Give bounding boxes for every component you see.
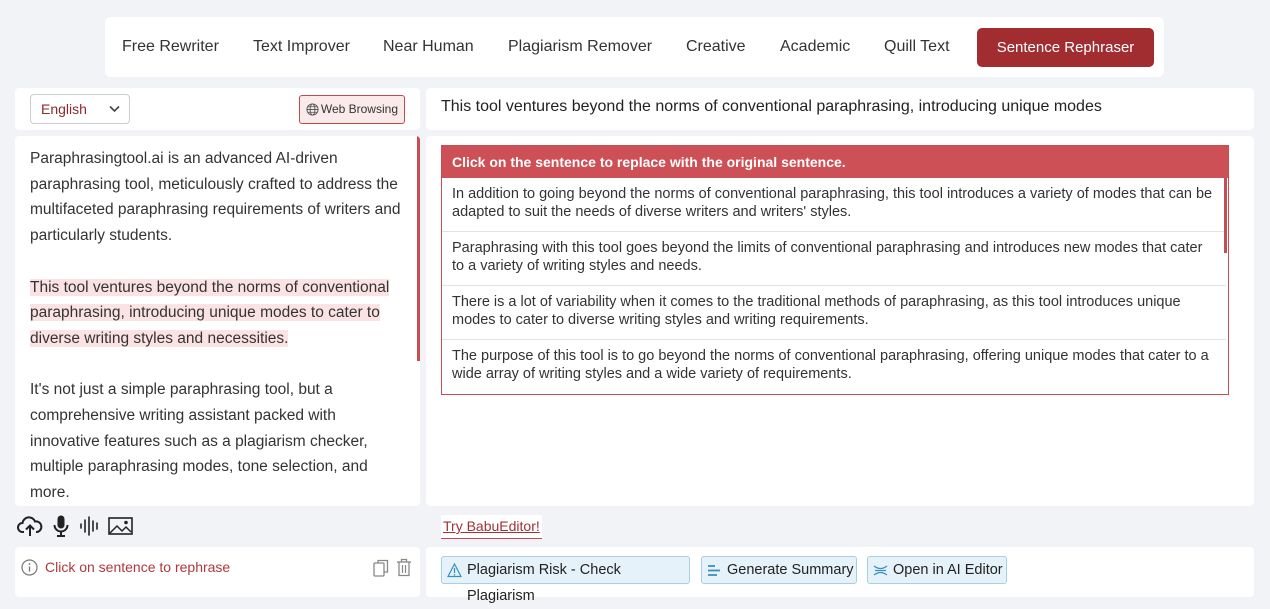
scrollbar-thumb[interactable] [417,136,420,361]
language-select[interactable] [30,94,130,124]
web-browsing-button[interactable] [299,95,405,124]
check-plagiarism-button[interactable] [441,556,690,604]
globe-icon [306,103,319,116]
mode-plagiarism-remover[interactable]: Plagiarism Remover [508,38,653,55]
audio-wave-icon[interactable] [79,514,101,538]
mode-bar [105,17,1164,77]
paragraph-1[interactable]: Paraphrasingtool.ai is an advanced AI-driven paraphrasing tool, meticulously crafted to address the multifaceted paraphrasing requirements of writers and particularly students. [30,150,401,245]
info-icon [21,559,38,576]
web-browsing-label: Web Browsing [320,102,398,116]
alternative-sentence[interactable]: In addition to going beyond the norms of conventional paraphrasing, this tool introduces a variety of modes that can be adapted to suit the needs of diverse writers and writers' styles. [442,178,1226,232]
mode-creative[interactable]: Creative [686,38,746,55]
alternatives-scrollbar[interactable] [1224,178,1227,253]
highlighted-sentence[interactable]: This tool ventures beyond the norms of conventional paraphrasing, introducing unique modes to cater to diverse writing styles and necessities. [30,278,390,347]
upload-icon[interactable] [17,514,43,538]
alternative-sentence[interactable]: There is a lot of variability when it comes to the traditional methods of paraphrasing, as this tool introduces unique modes to cater to diverse writing styles and writing requirements. [442,286,1226,340]
mode-near-human[interactable]: Near Human [383,38,474,55]
summary-icon [707,563,722,578]
copy-icon[interactable] [373,559,389,577]
input-text[interactable] [30,146,408,506]
paragraph-2-selected[interactable] [30,275,408,352]
alternative-sentence[interactable]: The purpose of this tool is to go beyond the norms of conventional paraphrasing, offering unique modes that cater to a wide array of writing styles and a wide variety of requirements. [452,348,1209,382]
rephrase-hint-text: Click on sentence to rephrase [45,559,231,575]
output-footer [426,547,1254,604]
mode-free-rewriter[interactable]: Free Rewriter [122,38,219,55]
selected-sentence: This tool ventures beyond the norms of conventional paraphrasing, introducing unique modes [441,98,1102,115]
trash-icon[interactable] [396,558,412,577]
generate-summary-label: Generate Summary [727,562,854,578]
chevron-down-icon [109,105,120,113]
alternative-sentence[interactable]: Paraphrasing with this tool goes beyond the limits of conventional paraphrasing and introduces new modes that cater to a variety of writing styles and needs. [442,232,1226,286]
mode-academic[interactable]: Academic [780,38,851,55]
language-value: English [41,101,87,117]
mode-sentence-rephraser[interactable]: Sentence Rephraser [977,28,1154,67]
output-panel [426,136,1254,506]
alternatives-header: Click on the sentence to replace with the original sentence. [442,146,1228,178]
try-babueditor-link[interactable]: Try BabuEditor! [441,515,542,539]
image-icon[interactable] [108,514,133,538]
mode-text-improver[interactable]: Text Improver [253,38,350,55]
selected-sentence-bar [426,88,1254,130]
microphone-icon[interactable] [51,514,71,538]
warning-icon [447,563,462,578]
ai-editor-icon [873,563,888,578]
mode-quill-text[interactable]: Quill Text [884,38,950,55]
open-ai-editor-label: Open in AI Editor [893,562,1003,578]
input-header [15,88,420,130]
open-ai-editor-button[interactable] [867,556,1007,584]
input-footer [15,547,420,597]
input-text-panel[interactable] [15,136,420,506]
check-plagiarism-label: Plagiarism Risk - Check Plagiarism [467,562,621,604]
input-toolbar [15,510,420,542]
generate-summary-button[interactable] [701,556,857,584]
paragraph-3[interactable]: It's not just a simple paraphrasing tool, but a comprehensive writing assistant packed with innovative features such as a plagiarism checker, multiple paraphrasing modes, tone selection, and more. [30,381,368,502]
rephrase-hint [21,547,230,587]
alternatives-box [441,145,1229,395]
